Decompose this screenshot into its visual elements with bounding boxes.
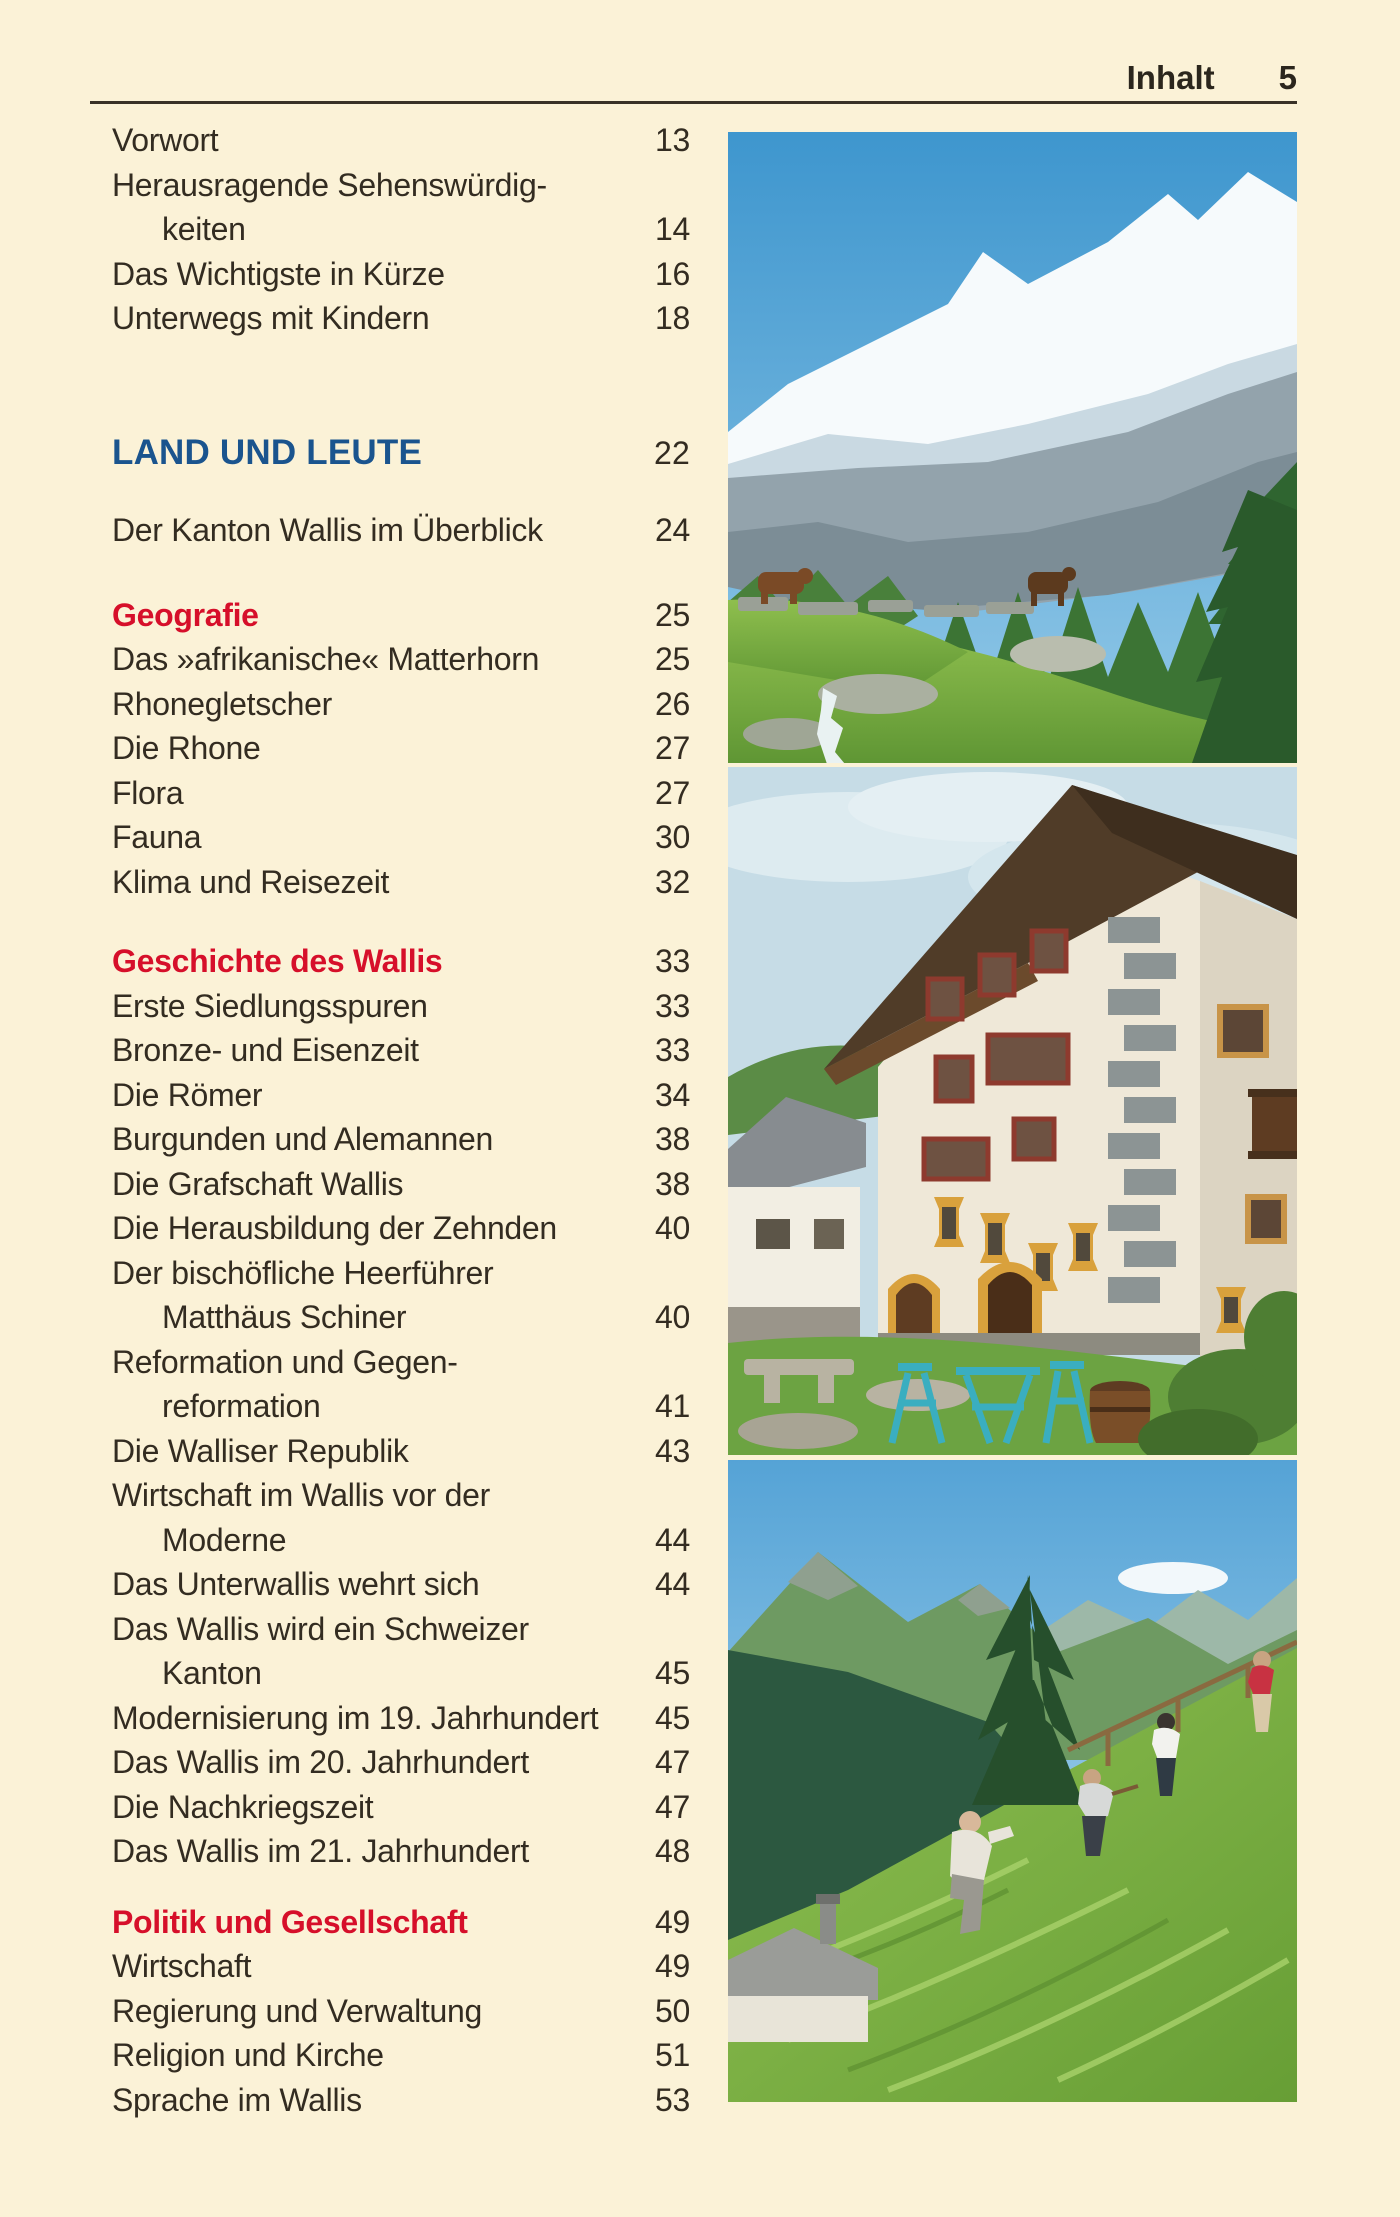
toc-entry-page: 22	[654, 434, 690, 471]
toc-row	[112, 1518, 690, 1563]
toc-row	[112, 1251, 690, 1296]
toc-row	[112, 1607, 690, 1652]
toc-entry-page: 44	[655, 1566, 690, 1602]
toc-entry-page: 27	[655, 774, 690, 811]
toc-row	[112, 984, 690, 1029]
toc-row	[112, 1696, 690, 1741]
haymaking-illustration	[728, 1460, 1297, 2102]
toc-row	[112, 1785, 690, 1830]
toc-entry-page: 41	[655, 1388, 690, 1424]
toc-entry-label: Fauna	[112, 819, 202, 855]
toc-entry-page: 49	[655, 1903, 690, 1940]
toc-entry-page: 44	[655, 1521, 690, 1558]
toc-entry-label: Das Wallis im 21. Jahrhundert	[112, 1833, 529, 1869]
toc-entry-label: Regierung und Verwaltung	[112, 1992, 482, 2029]
toc-entry-label: Matthäus Schiner	[162, 1299, 407, 1335]
toc-entry-label: Die Rhone	[112, 730, 261, 766]
toc-row	[112, 682, 690, 727]
toc-row	[112, 1429, 690, 1474]
toc-entry-label: Die Walliser Republik	[112, 1432, 409, 1469]
toc-entry-label: Religion und Kirche	[112, 2037, 384, 2073]
toc-entry-page: 30	[655, 819, 690, 855]
toc-entry-page: 38	[655, 1121, 690, 1157]
toc-row	[112, 637, 690, 682]
toc-entry-page: 45	[655, 1655, 690, 1691]
toc-row	[112, 1562, 690, 1607]
toc-entry-page: 24	[655, 512, 690, 548]
toc-entry-page: 40	[655, 1210, 690, 1246]
toc-entry-page: 14	[655, 211, 690, 247]
toc-row	[112, 860, 690, 905]
toc-entry-label: Herausragende Sehenswürdig-	[112, 166, 547, 203]
toc-entry-page: 47	[655, 1744, 690, 1780]
page-title: Inhalt	[1126, 59, 1215, 96]
toc-row	[112, 1473, 690, 1518]
toc-entry-page: 49	[655, 1948, 690, 1984]
toc-row	[112, 939, 690, 984]
toc-entry-page: 25	[655, 596, 690, 633]
toc-row	[112, 1162, 690, 1207]
toc-entry-label: Geografie	[112, 596, 259, 633]
toc-entry-page: 32	[655, 863, 690, 900]
table-of-contents	[112, 118, 690, 2122]
toc-entry-page: 18	[655, 300, 690, 336]
toc-entry-label: Sprache im Wallis	[112, 2081, 362, 2118]
toc-row	[112, 508, 690, 553]
toc-row	[112, 2078, 690, 2123]
toc-row	[112, 118, 690, 163]
toc-row	[112, 1651, 690, 1696]
toc-entry-label: Das Wallis im 20. Jahrhundert	[112, 1744, 529, 1780]
toc-entry-label: Die Nachkriegszeit	[112, 1788, 374, 1825]
toc-entry-page: 51	[655, 2037, 690, 2073]
toc-entry-label: Reformation und Gegen-	[112, 1343, 458, 1380]
photo-walliser-house	[728, 767, 1297, 1455]
toc-entry-label: Geschichte des Wallis	[112, 943, 443, 979]
toc-entry-label: Politik und Gesellschaft	[112, 1903, 468, 1940]
toc-row	[112, 1206, 690, 1251]
toc-row	[112, 252, 690, 297]
toc-entry-label: Bronze- und Eisenzeit	[112, 1032, 419, 1068]
toc-entry-page: 16	[655, 255, 690, 292]
toc-entry-label: Wirtschaft	[112, 1948, 252, 1984]
toc-entry-page: 27	[655, 730, 690, 766]
toc-entry-label: Der bischöfliche Heerführer	[112, 1254, 494, 1291]
toc-entry-label: Die Römer	[112, 1076, 263, 1113]
toc-row	[112, 1117, 690, 1162]
toc-row	[112, 1829, 690, 1874]
balcony	[1248, 1089, 1297, 1159]
toc-entry-label: Wirtschaft im Wallis vor der	[112, 1477, 491, 1513]
toc-entry-page: 50	[655, 1992, 690, 2029]
toc-row	[112, 1989, 690, 2034]
toc-row	[112, 593, 690, 638]
toc-entry-label: Das Unterwallis wehrt sich	[112, 1566, 480, 1602]
toc-row	[112, 1340, 690, 1385]
toc-row	[112, 771, 690, 816]
toc-entry-label: Das Wichtigste in Kürze	[112, 255, 445, 292]
toc-row	[112, 726, 690, 771]
walliser-house-illustration	[728, 767, 1297, 1455]
toc-row	[112, 207, 690, 252]
cloud	[1118, 1562, 1228, 1594]
toc-row	[112, 1295, 690, 1340]
toc-entry-label: Der Kanton Wallis im Überblick	[112, 512, 543, 548]
toc-entry-page: 34	[655, 1076, 690, 1113]
toc-row	[112, 1028, 690, 1073]
toc-row	[112, 431, 690, 476]
toc-entry-label: LAND UND LEUTE	[112, 432, 423, 472]
toc-entry-page: 48	[655, 1833, 690, 1869]
toc-entry-page: 47	[655, 1788, 690, 1825]
toc-entry-label: Vorwort	[112, 122, 219, 158]
toc-entry-label: Modernisierung im 19. Jahrhundert	[112, 1699, 599, 1736]
toc-entry-label: keiten	[162, 211, 246, 247]
toc-entry-page: 13	[655, 122, 690, 158]
toc-entry-label: Die Grafschaft Wallis	[112, 1165, 404, 1202]
neighbor-house	[728, 1097, 866, 1343]
page-header	[1127, 56, 1297, 100]
toc-row	[112, 1073, 690, 1118]
toc-entry-label: Moderne	[162, 1521, 287, 1558]
page-number: 5	[1278, 59, 1297, 96]
toc-entry-page: 40	[655, 1299, 690, 1335]
toc-entry-page: 26	[655, 685, 690, 722]
toc-entry-page: 33	[655, 1032, 690, 1068]
toc-entry-label: Das Wallis wird ein Schweizer	[112, 1610, 529, 1647]
toc-entry-label: Das »afrikanische« Matterhorn	[112, 641, 540, 677]
toc-entry-label: Rhonegletscher	[112, 685, 332, 722]
toc-row	[112, 296, 690, 341]
photo-alpine-meadow-with-cows	[728, 132, 1297, 763]
toc-entry-page: 45	[655, 1699, 690, 1736]
toc-entry-label: Burgunden und Alemannen	[112, 1121, 493, 1157]
toc-row	[112, 1944, 690, 1989]
toc-entry-page: 53	[655, 2081, 690, 2118]
header-rule	[90, 101, 1297, 104]
toc-entry-page: 33	[655, 943, 690, 979]
photo-haymaking-slope	[728, 1460, 1297, 2102]
toc-entry-label: Unterwegs mit Kindern	[112, 300, 430, 336]
toc-entry-label: Klima und Reisezeit	[112, 863, 390, 900]
toc-row	[112, 1384, 690, 1429]
toc-entry-label: reformation	[162, 1388, 321, 1424]
toc-entry-label: Erste Siedlungsspuren	[112, 987, 428, 1024]
alpine-meadow-illustration	[728, 132, 1297, 763]
toc-entry-page: 33	[655, 987, 690, 1024]
toc-entry-label: Kanton	[162, 1655, 262, 1691]
toc-entry-page: 25	[655, 641, 690, 677]
toc-entry-label: Flora	[112, 774, 184, 811]
toc-entry-page: 38	[655, 1165, 690, 1202]
toc-row	[112, 2033, 690, 2078]
toc-row	[112, 1900, 690, 1945]
toc-row	[112, 1740, 690, 1785]
toc-row	[112, 815, 690, 860]
toc-entry-page: 43	[655, 1432, 690, 1469]
toc-row	[112, 163, 690, 208]
toc-entry-label: Die Herausbildung der Zehnden	[112, 1210, 557, 1246]
